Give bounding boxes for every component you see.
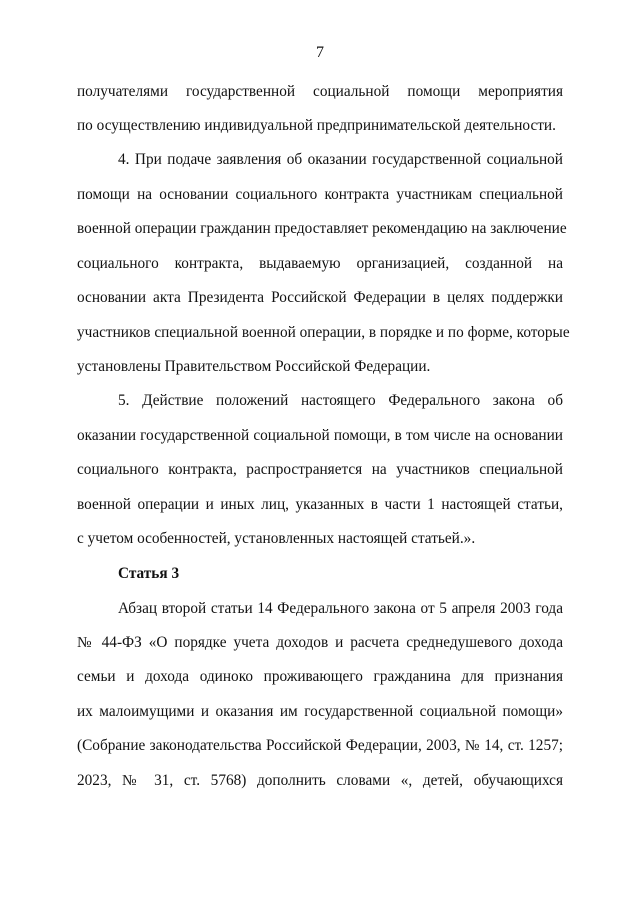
text-line: оказании государственной социальной помощи, в том числе на основании bbox=[77, 427, 563, 444]
text-line: (Собрание законодательства Российской Федерации, 2003, № 14, ст. 1257; bbox=[77, 737, 563, 754]
text-line: участников специальной военной операции, в порядке и по форме, которые bbox=[77, 324, 570, 341]
text-line: по осуществлению индивидуальной предпринимательской деятельности. bbox=[77, 117, 556, 134]
text-line: № 44-ФЗ «О порядке учета доходов и расчета среднедушевого дохода bbox=[77, 634, 563, 651]
text-line: основании акта Президента Российской Федерации в целях поддержки bbox=[77, 289, 563, 306]
text-line: с учетом особенностей, установленных настоящей статьей.». bbox=[77, 530, 476, 547]
text-line: установлены Правительством Российской Федерации. bbox=[77, 358, 431, 375]
text-line: военной операции и иных лиц, указанных в части 1 настоящей статьи, bbox=[77, 496, 563, 513]
paragraph-first-line: 5. Действие положений настоящего Федерального закона об bbox=[118, 392, 563, 409]
text-line: военной операции гражданин предоставляет рекомендацию на заключение bbox=[77, 220, 567, 237]
page-number: 7 bbox=[316, 44, 324, 61]
paragraph-first-line: 4. При подаче заявления об оказании государственной социальной bbox=[118, 151, 563, 168]
paragraph-first-line: Абзац второй статьи 14 Федерального закона от 5 апреля 2003 года bbox=[118, 600, 563, 617]
text-line: социального контракта, распространяется на участников специальной bbox=[77, 461, 563, 478]
text-line: семьи и дохода одиноко проживающего гражданина для признания bbox=[77, 668, 563, 685]
text-line: их малоимущими и оказания им государственной социальной помощи» bbox=[77, 703, 563, 720]
text-line: 2023, № 31, ст. 5768) дополнить словами «, детей, обучающихся bbox=[77, 772, 563, 789]
text-line: получателями государственной социальной помощи мероприятия bbox=[77, 83, 563, 100]
article-heading: Статья 3 bbox=[118, 565, 180, 582]
text-line: помощи на основании социального контракта участникам специальной bbox=[77, 186, 563, 203]
text-line: социального контракта, выдаваемую организацией, созданной на bbox=[77, 255, 563, 272]
